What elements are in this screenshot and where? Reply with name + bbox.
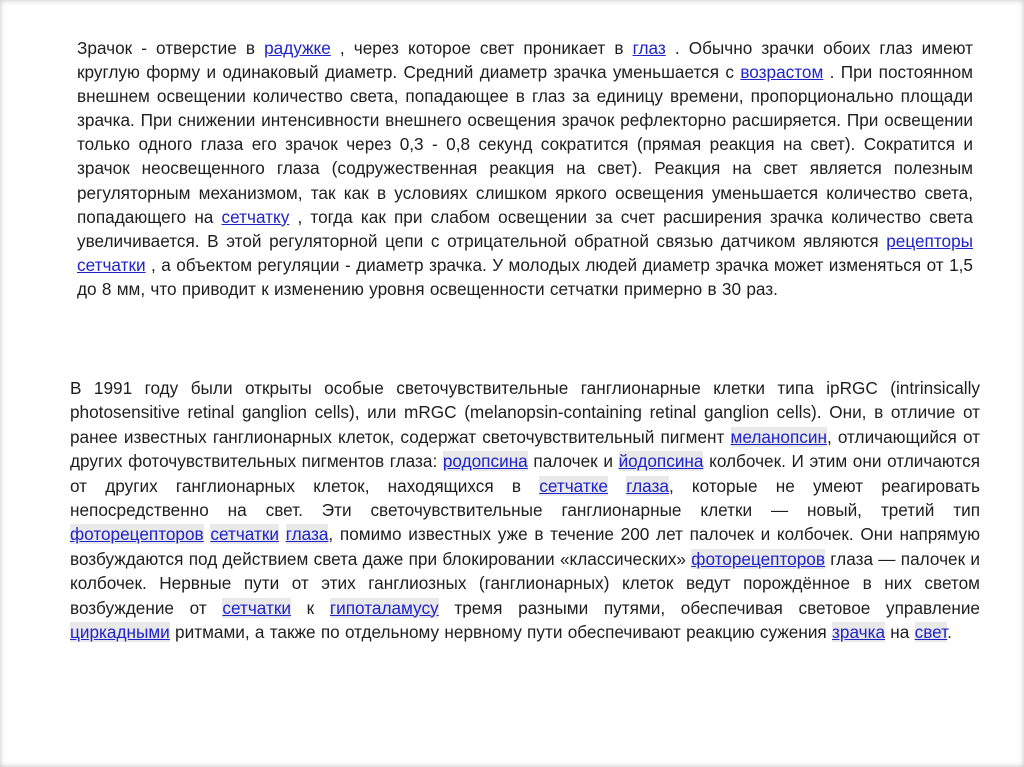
link-yodopsina[interactable]: йодопсина <box>618 451 704 472</box>
link-cirkadnymi[interactable]: циркадными <box>70 622 170 643</box>
text-fragment: , а объектом регуляции - диаметр зрачка. У молодых людей диаметр зрачка может изменяться от 1,5 до 8 мм, что приводит к изменению уровня освещенности сетчатки примерно в 30 раз. <box>77 254 973 299</box>
paragraph-pupil <box>77 36 973 301</box>
link-setchatke[interactable]: сетчатке <box>539 475 608 496</box>
text-fragment: , через которое свет проникает в <box>330 38 633 58</box>
text-fragment: В 1991 году были открыты особые светочувствительные ганглионарные клетки типа ipRGC (intrinsically photosensitive retinal ganglion cells), или mRGC (melanopsin-containing retinal ganglion cells). Они, в отличие от ранее известных ганглионарных клеток, содержат светочувствительный пигмент <box>70 378 980 447</box>
text-fragment: , отличающийся от других фоточувствительных пигментов глаза: <box>70 426 980 472</box>
link-vozrastom[interactable]: возрастом <box>740 62 824 83</box>
text-fragment: на <box>885 622 915 643</box>
link-glaza[interactable]: глаза <box>285 524 329 545</box>
link-setchatki[interactable]: сетчатки <box>210 524 279 545</box>
link-melanopsin[interactable]: меланопсин <box>730 426 827 447</box>
paragraph-iprgc <box>70 376 980 644</box>
text-fragment: , тогда как при слабом освещении за счет расширения зрачка количество света увеличивается. В этой регуляторной цепи с отрицательной обратной связью датчиком являются <box>77 206 973 251</box>
text-fragment: тремя разными путями, обеспечивая световое управление <box>438 597 980 618</box>
link-setchatku[interactable]: сетчатку <box>221 206 290 227</box>
link-zrachka[interactable]: зрачка <box>832 622 886 643</box>
text-fragment: ритмами, а также по отдельному нервному пути обеспечивают реакцию сужения <box>169 622 832 643</box>
link-setchatki[interactable]: сетчатки <box>222 597 291 618</box>
text-fragment: к <box>290 597 330 618</box>
link-gipotalamusu[interactable]: гипоталамусу <box>329 597 439 618</box>
text-fragment: . Обычно зрачки обоих глаз имеют круглую форму и одинаковый диаметр. Средний диаметр зрачка уменьшается с <box>77 38 974 83</box>
link-fotoreceptorov[interactable]: фоторецепторов <box>70 524 204 545</box>
text-fragment: . При постоянном внешнем освещении количество света, попадающее в глаз за единицу времени, пропорционально площади зрачка. При снижении интенсивности внешнего освещения зрачок рефлекторно расширяется. При освещении только одного глаза его зрачок через 0,3 - 0,8 секунд сократится (прямая реакция на свет). Сократится и зрачок неосвещенного глаза (содружественная реакция на свет). Реакция на свет является полезным регуляторным механизмом, так как в условиях слишком яркого освещения уменьшается количество света, попадающего на <box>77 62 974 227</box>
link-rodopsina[interactable]: родопсина <box>442 451 528 472</box>
link-glaz[interactable]: глаз <box>632 38 666 58</box>
link-fotoreceptorov[interactable]: фоторецепторов <box>691 548 825 569</box>
text-fragment: глаза — палочек и колбочек. Нервные пути от этих ганглиозных (ганглионарных) клеток ведут порождённое в них светом возбуждение от <box>70 548 981 618</box>
link-raduzhke[interactable]: радужке <box>264 38 331 58</box>
text-fragment: колбочек. И этим они отличаются от других ганглионарных клеток, находящихся в <box>70 451 981 496</box>
text-fragment: . <box>947 622 952 643</box>
link-receptory-setchatki[interactable]: рецепторы сетчатки <box>77 230 973 275</box>
text-fragment <box>608 476 626 496</box>
text-fragment: палочек и <box>527 451 619 472</box>
text-fragment: Зрачок - отверстие в <box>77 38 265 58</box>
text-fragment: , которые не умеют реагировать непосредственно на свет. Эти светочувствительные ганглионарные клетки — новый, третий тип <box>70 475 980 521</box>
link-glaza[interactable]: глаза <box>626 475 669 496</box>
text-fragment: , помимо известных уже в течение 200 лет палочек и колбочек. Они напрямую возбуждаются под действием света даже при блокировании «классических» <box>70 524 981 569</box>
text-fragment <box>279 524 286 544</box>
link-svet[interactable]: свет <box>914 622 948 643</box>
